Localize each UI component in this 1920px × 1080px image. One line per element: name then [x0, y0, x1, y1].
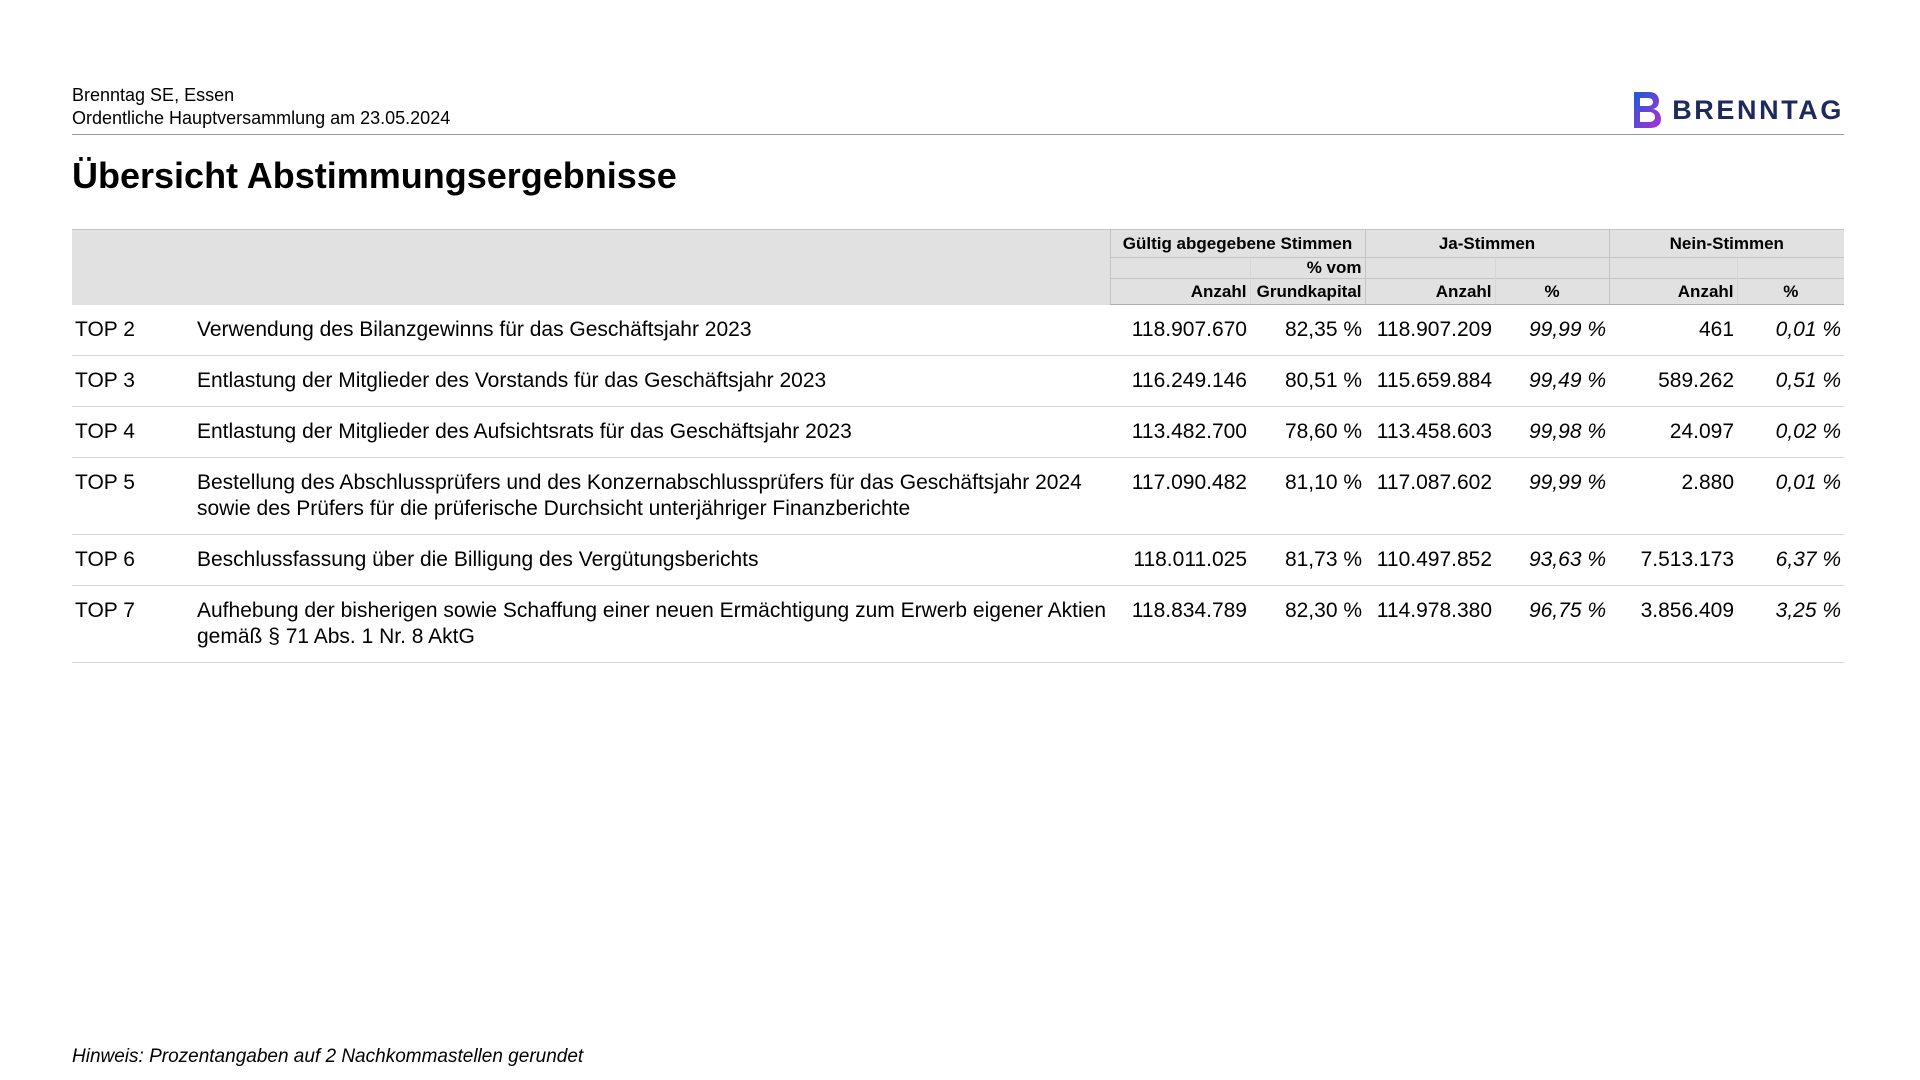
yes-votes-pct: 99,99 %: [1495, 305, 1609, 356]
no-votes-pct: 0,01 %: [1737, 305, 1844, 356]
table-row: [72, 356, 1844, 407]
header-yes-votes: Ja-Stimmen: [1365, 230, 1609, 258]
brenntag-logo-icon: [1632, 90, 1662, 130]
no-votes-pct: 3,25 %: [1737, 586, 1844, 663]
yes-votes-count: 114.978.380: [1365, 586, 1495, 663]
table-row: [72, 305, 1844, 356]
yes-votes-count: 113.458.603: [1365, 407, 1495, 458]
resolution-description: Beschlussfassung über die Billigung des Vergütungsberichts: [194, 535, 1110, 586]
no-votes-count: 589.262: [1609, 356, 1737, 407]
no-votes-pct: 0,02 %: [1737, 407, 1844, 458]
header-yes-count: Anzahl: [1365, 279, 1495, 305]
no-votes-pct: 0,51 %: [1737, 356, 1844, 407]
company-name: Brenntag SE, Essen: [72, 85, 235, 105]
document-header: [72, 84, 1844, 135]
yes-votes-pct: 99,49 %: [1495, 356, 1609, 407]
table-row: [72, 586, 1844, 663]
agenda-item: TOP 7: [72, 586, 194, 663]
valid-votes-pct-capital: 82,30 %: [1250, 586, 1365, 663]
resolution-description: Bestellung des Abschlussprüfers und des Konzernabschlussprüfers für das Geschäftsjahr 2024 sowie des Prüfers für die prüferische Durchsicht unterjähriger Finanzberichte: [194, 458, 1110, 535]
header-no-count: Anzahl: [1609, 279, 1737, 305]
yes-votes-count: 110.497.852: [1365, 535, 1495, 586]
valid-votes-pct-capital: 78,60 %: [1250, 407, 1365, 458]
valid-votes-pct-capital: 81,73 %: [1250, 535, 1365, 586]
agenda-item: TOP 4: [72, 407, 194, 458]
rounding-note: Hinweis: Prozentangaben auf 2 Nachkommastellen gerundet: [72, 1046, 584, 1067]
agenda-item: TOP 6: [72, 535, 194, 586]
header-spacer: [1609, 258, 1737, 279]
no-votes-pct: 6,37 %: [1737, 535, 1844, 586]
header-blank: [72, 230, 1110, 305]
valid-votes-pct-capital: 80,51 %: [1250, 356, 1365, 407]
yes-votes-pct: 96,75 %: [1495, 586, 1609, 663]
voting-results-table: [72, 229, 1844, 663]
agenda-item: TOP 2: [72, 305, 194, 356]
valid-votes-count: 116.249.146: [1110, 356, 1250, 407]
valid-votes-pct-capital: 81,10 %: [1250, 458, 1365, 535]
valid-votes-pct-capital: 82,35 %: [1250, 305, 1365, 356]
header-no-votes: Nein-Stimmen: [1609, 230, 1844, 258]
no-votes-count: 3.856.409: [1609, 586, 1737, 663]
no-votes-count: 24.097: [1609, 407, 1737, 458]
valid-votes-count: 113.482.700: [1110, 407, 1250, 458]
header-valid-count: Anzahl: [1110, 279, 1250, 305]
meeting-title: Ordentliche Hauptversammlung am 23.05.2024: [72, 108, 451, 128]
header-group-row: [72, 230, 1844, 258]
no-votes-count: 7.513.173: [1609, 535, 1737, 586]
yes-votes-count: 115.659.884: [1365, 356, 1495, 407]
header-yes-pct: %: [1495, 279, 1609, 305]
header-valid-votes: Gültig abgegebene Stimmen: [1110, 230, 1365, 258]
agenda-item: TOP 5: [72, 458, 194, 535]
resolution-description: Verwendung des Bilanzgewinns für das Geschäftsjahr 2023: [194, 305, 1110, 356]
header-spacer: [1737, 258, 1844, 279]
no-votes-pct: 0,01 %: [1737, 458, 1844, 535]
header-no-pct: %: [1737, 279, 1844, 305]
table-row: [72, 535, 1844, 586]
brenntag-logo: [1632, 90, 1844, 130]
valid-votes-count: 118.834.789: [1110, 586, 1250, 663]
yes-votes-pct: 93,63 %: [1495, 535, 1609, 586]
agenda-item: TOP 3: [72, 356, 194, 407]
resolution-description: Entlastung der Mitglieder des Vorstands für das Geschäftsjahr 2023: [194, 356, 1110, 407]
resolution-description: Entlastung der Mitglieder des Aufsichtsrats für das Geschäftsjahr 2023: [194, 407, 1110, 458]
header-spacer: [1495, 258, 1609, 279]
logo-wordmark: BRENNTAG: [1672, 94, 1844, 125]
yes-votes-pct: 99,98 %: [1495, 407, 1609, 458]
valid-votes-count: 117.090.482: [1110, 458, 1250, 535]
valid-votes-count: 118.011.025: [1110, 535, 1250, 586]
header-spacer: [1110, 258, 1250, 279]
table-row: [72, 407, 1844, 458]
no-votes-count: 461: [1609, 305, 1737, 356]
header-pct-capital-line2: Grundkapital: [1250, 279, 1365, 305]
table-row: [72, 458, 1844, 535]
page-title: Übersicht Abstimmungsergebnisse: [72, 155, 677, 196]
no-votes-count: 2.880: [1609, 458, 1737, 535]
yes-votes-count: 117.087.602: [1365, 458, 1495, 535]
yes-votes-count: 118.907.209: [1365, 305, 1495, 356]
resolution-description: Aufhebung der bisherigen sowie Schaffung einer neuen Ermächtigung zum Erwerb eigener Aktien gemäß § 71 Abs. 1 Nr. 8 AktG: [194, 586, 1110, 663]
header-pct-capital-line1: % vom: [1250, 258, 1365, 279]
yes-votes-pct: 99,99 %: [1495, 458, 1609, 535]
header-spacer: [1365, 258, 1495, 279]
valid-votes-count: 118.907.670: [1110, 305, 1250, 356]
